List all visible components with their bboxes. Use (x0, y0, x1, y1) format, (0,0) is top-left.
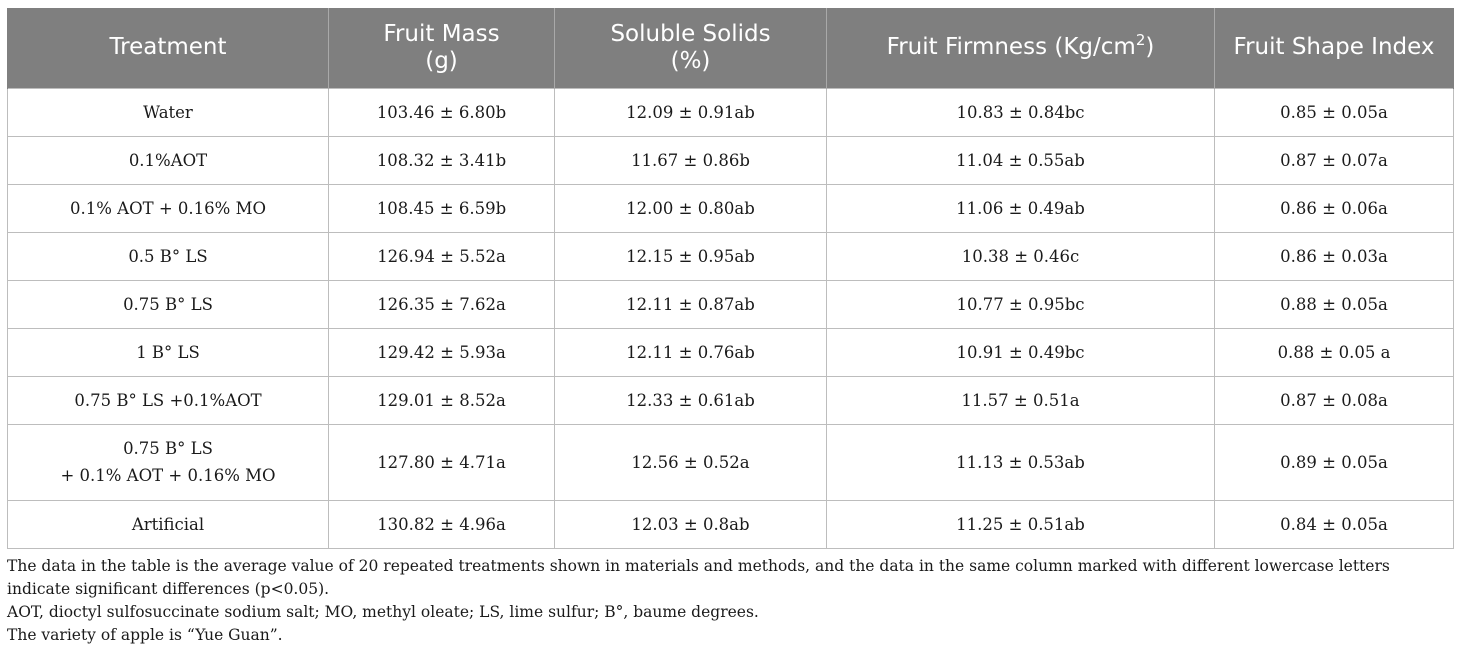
cell-soluble-solids: 12.33 ± 0.61ab (555, 376, 827, 424)
header-fruit-mass (329, 8, 555, 88)
cell-treatment: 0.1% AOT + 0.16% MO (8, 184, 329, 232)
cell-fruit-firmness: 10.38 ± 0.46c (827, 232, 1215, 280)
cell-fruit-mass: 129.42 ± 5.93a (329, 328, 555, 376)
cell-soluble-solids: 12.03 ± 0.8ab (555, 500, 827, 548)
table-footnotes (7, 555, 1453, 647)
header-superscript: 2 (1135, 31, 1146, 50)
footnote-2: AOT, dioctyl sulfosuccinate sodium salt; MO, methyl oleate; LS, lime sulfur; B°, baume degrees. (7, 602, 759, 621)
cell-fruit-shape-index: 0.87 ± 0.08a (1215, 376, 1454, 424)
header-label: Treatment (109, 34, 227, 61)
table-row (8, 424, 1454, 500)
cell-fruit-mass: 126.35 ± 7.62a (329, 280, 555, 328)
cell-soluble-solids: 12.00 ± 0.80ab (555, 184, 827, 232)
header-label-end: ) (1145, 34, 1155, 61)
cell-fruit-firmness: 10.77 ± 0.95bc (827, 280, 1215, 328)
cell-treatment: 0.5 B° LS (8, 232, 329, 280)
table-row (8, 500, 1454, 548)
cell-fruit-firmness: 11.13 ± 0.53ab (827, 424, 1215, 500)
cell-fruit-shape-index: 0.87 ± 0.07a (1215, 136, 1454, 184)
header-treatment (8, 8, 329, 88)
header-unit: (g) (425, 47, 458, 74)
cell-fruit-firmness: 10.91 ± 0.49bc (827, 328, 1215, 376)
header-fruit-shape-index (1215, 8, 1454, 88)
cell-fruit-firmness: 11.57 ± 0.51a (827, 376, 1215, 424)
cell-fruit-firmness: 10.83 ± 0.84bc (827, 88, 1215, 136)
cell-fruit-shape-index: 0.85 ± 0.05a (1215, 88, 1454, 136)
cell-soluble-solids: 12.09 ± 0.91ab (555, 88, 827, 136)
cell-fruit-firmness: 11.06 ± 0.49ab (827, 184, 1215, 232)
cell-fruit-shape-index: 0.89 ± 0.05a (1215, 424, 1454, 500)
header-soluble-solids (555, 8, 827, 88)
cell-fruit-shape-index: 0.88 ± 0.05a (1215, 280, 1454, 328)
cell-fruit-shape-index: 0.86 ± 0.03a (1215, 232, 1454, 280)
results-table (7, 8, 1454, 549)
cell-treatment: 0.75 B° LS +0.1%AOT (8, 376, 329, 424)
table-container (7, 8, 1453, 647)
cell-soluble-solids: 12.15 ± 0.95ab (555, 232, 827, 280)
cell-soluble-solids: 12.56 ± 0.52a (555, 424, 827, 500)
cell-treatment: 1 B° LS (8, 328, 329, 376)
cell-fruit-mass: 108.32 ± 3.41b (329, 136, 555, 184)
cell-fruit-mass: 130.82 ± 4.96a (329, 500, 555, 548)
cell-fruit-mass: 126.94 ± 5.52a (329, 232, 555, 280)
footnote-3: The variety of apple is “Yue Guan”. (7, 625, 283, 644)
table-row (8, 232, 1454, 280)
table-row (8, 280, 1454, 328)
header-label: Fruit Firmness (Kg/cm (886, 34, 1136, 61)
cell-fruit-firmness: 11.04 ± 0.55ab (827, 136, 1215, 184)
cell-fruit-shape-index: 0.88 ± 0.05 a (1215, 328, 1454, 376)
header-fruit-firmness (827, 8, 1215, 88)
cell-fruit-shape-index: 0.86 ± 0.06a (1215, 184, 1454, 232)
table-row (8, 328, 1454, 376)
cell-treatment: Artificial (8, 500, 329, 548)
cell-fruit-mass: 108.45 ± 6.59b (329, 184, 555, 232)
cell-treatment: 0.75 B° LS (8, 280, 329, 328)
table-row (8, 184, 1454, 232)
cell-fruit-mass: 103.46 ± 6.80b (329, 88, 555, 136)
footnote-1: The data in the table is the average value of 20 repeated treatments shown in materials and methods, and the data in the same column marked with different lowercase letters indicate significant differences (p<0.05). (7, 556, 1390, 598)
header-label: Fruit Shape Index (1233, 34, 1435, 61)
treatment-line: 0.75 B° LS (123, 439, 213, 458)
header-label: Fruit Mass (383, 20, 500, 47)
cell-soluble-solids: 12.11 ± 0.87ab (555, 280, 827, 328)
treatment-line: + 0.1% AOT + 0.16% MO (60, 466, 276, 485)
cell-fruit-mass: 127.80 ± 4.71a (329, 424, 555, 500)
table-row (8, 88, 1454, 136)
cell-fruit-firmness: 11.25 ± 0.51ab (827, 500, 1215, 548)
table-row (8, 376, 1454, 424)
header-unit: (%) (670, 47, 711, 74)
header-label: Soluble Solids (610, 20, 771, 47)
table-row (8, 136, 1454, 184)
cell-treatment (8, 424, 329, 500)
cell-treatment: Water (8, 88, 329, 136)
cell-soluble-solids: 12.11 ± 0.76ab (555, 328, 827, 376)
cell-soluble-solids: 11.67 ± 0.86b (555, 136, 827, 184)
header-row (8, 8, 1454, 88)
cell-treatment: 0.1%AOT (8, 136, 329, 184)
cell-fruit-shape-index: 0.84 ± 0.05a (1215, 500, 1454, 548)
cell-fruit-mass: 129.01 ± 8.52a (329, 376, 555, 424)
